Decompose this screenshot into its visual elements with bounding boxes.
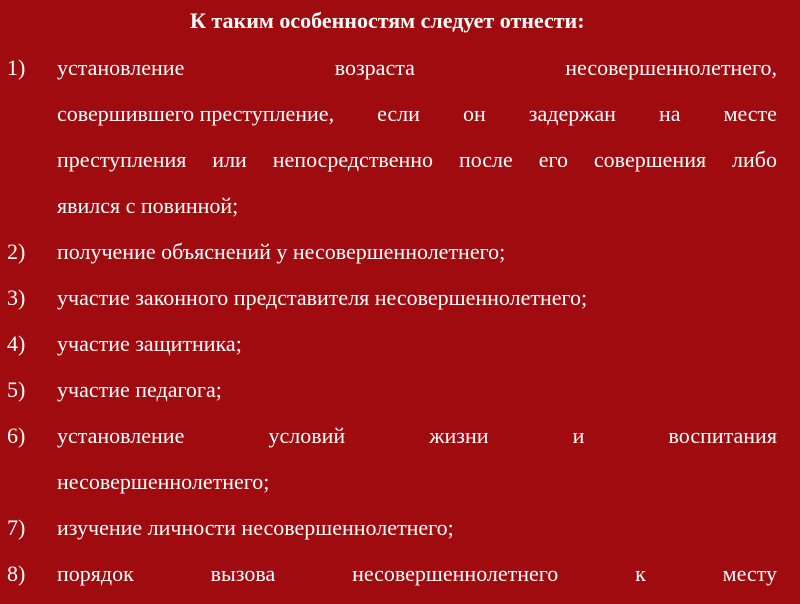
list-item-word: установление (57, 423, 185, 448)
list-item-word: если (377, 101, 420, 126)
list-item-number: 4) (7, 331, 26, 356)
list-item-word: задержан (528, 101, 616, 126)
list-item-line: участие защитника; (57, 331, 242, 356)
list-item (0, 558, 800, 590)
list-item-line (57, 98, 777, 130)
list-item-word: на (658, 101, 681, 126)
list-item-word: совершения (593, 147, 707, 172)
list-item-word: порядок (57, 561, 134, 586)
list-item-word: установление (57, 55, 185, 80)
list-item-line: получение объяснений у несовершеннолетнего; (57, 239, 506, 264)
list-item-word: либо (732, 147, 777, 172)
list-item-line (57, 144, 777, 176)
list-item (0, 52, 800, 222)
list-item-line: участие педагога; (57, 377, 222, 402)
list-item-word: к (635, 561, 646, 586)
list-item-word: или (212, 147, 247, 172)
list-item-line: участие законного представителя несовершеннолетнего; (57, 285, 588, 310)
list-item-word: возраста (334, 55, 415, 80)
list-item-number: 8) (7, 561, 26, 586)
list-item-number: 6) (7, 423, 26, 448)
list-item-number: 1) (7, 55, 26, 80)
list-item-number: 5) (7, 377, 26, 402)
numbered-list (0, 52, 800, 604)
list-item-word: и (572, 423, 585, 448)
list-item-word: вызова (210, 561, 276, 586)
list-item-word: его (538, 147, 568, 172)
list-item-line: явился с повинной; (57, 193, 239, 218)
list-item-number: 7) (7, 515, 26, 540)
list-item-word: месту (722, 561, 777, 586)
list-item (0, 282, 800, 314)
list-item-word: жизни (429, 423, 489, 448)
list-item-number: 2) (7, 239, 26, 264)
list-item-line (57, 420, 777, 452)
list-item-number: 3) (7, 285, 26, 310)
list-item-line: несовершеннолетнего; (57, 469, 270, 494)
list-item-word: преступления (57, 147, 187, 172)
list-item-line (57, 558, 777, 590)
list-item-word: он (462, 101, 486, 126)
list-item-word: условий (268, 423, 346, 448)
list-item-line: изучение личности несовершеннолетнего; (57, 515, 454, 540)
list-item (0, 236, 800, 268)
list-item (0, 420, 800, 498)
list-item-word: месте (723, 101, 777, 126)
list-item (0, 512, 800, 544)
list-item-word: совершившего преступление, (57, 101, 335, 126)
slide-title: К таким особенностям следует отнести: (190, 8, 585, 33)
list-item (0, 374, 800, 406)
list-item-word: несовершеннолетнего (352, 561, 559, 586)
list-item-word: воспитания (668, 423, 777, 448)
list-item-word: непосредственно (272, 147, 434, 172)
list-item-word: после (458, 147, 513, 172)
list-item-word: несовершеннолетнего, (565, 55, 777, 80)
list-item-line (57, 52, 777, 84)
list-item (0, 328, 800, 360)
